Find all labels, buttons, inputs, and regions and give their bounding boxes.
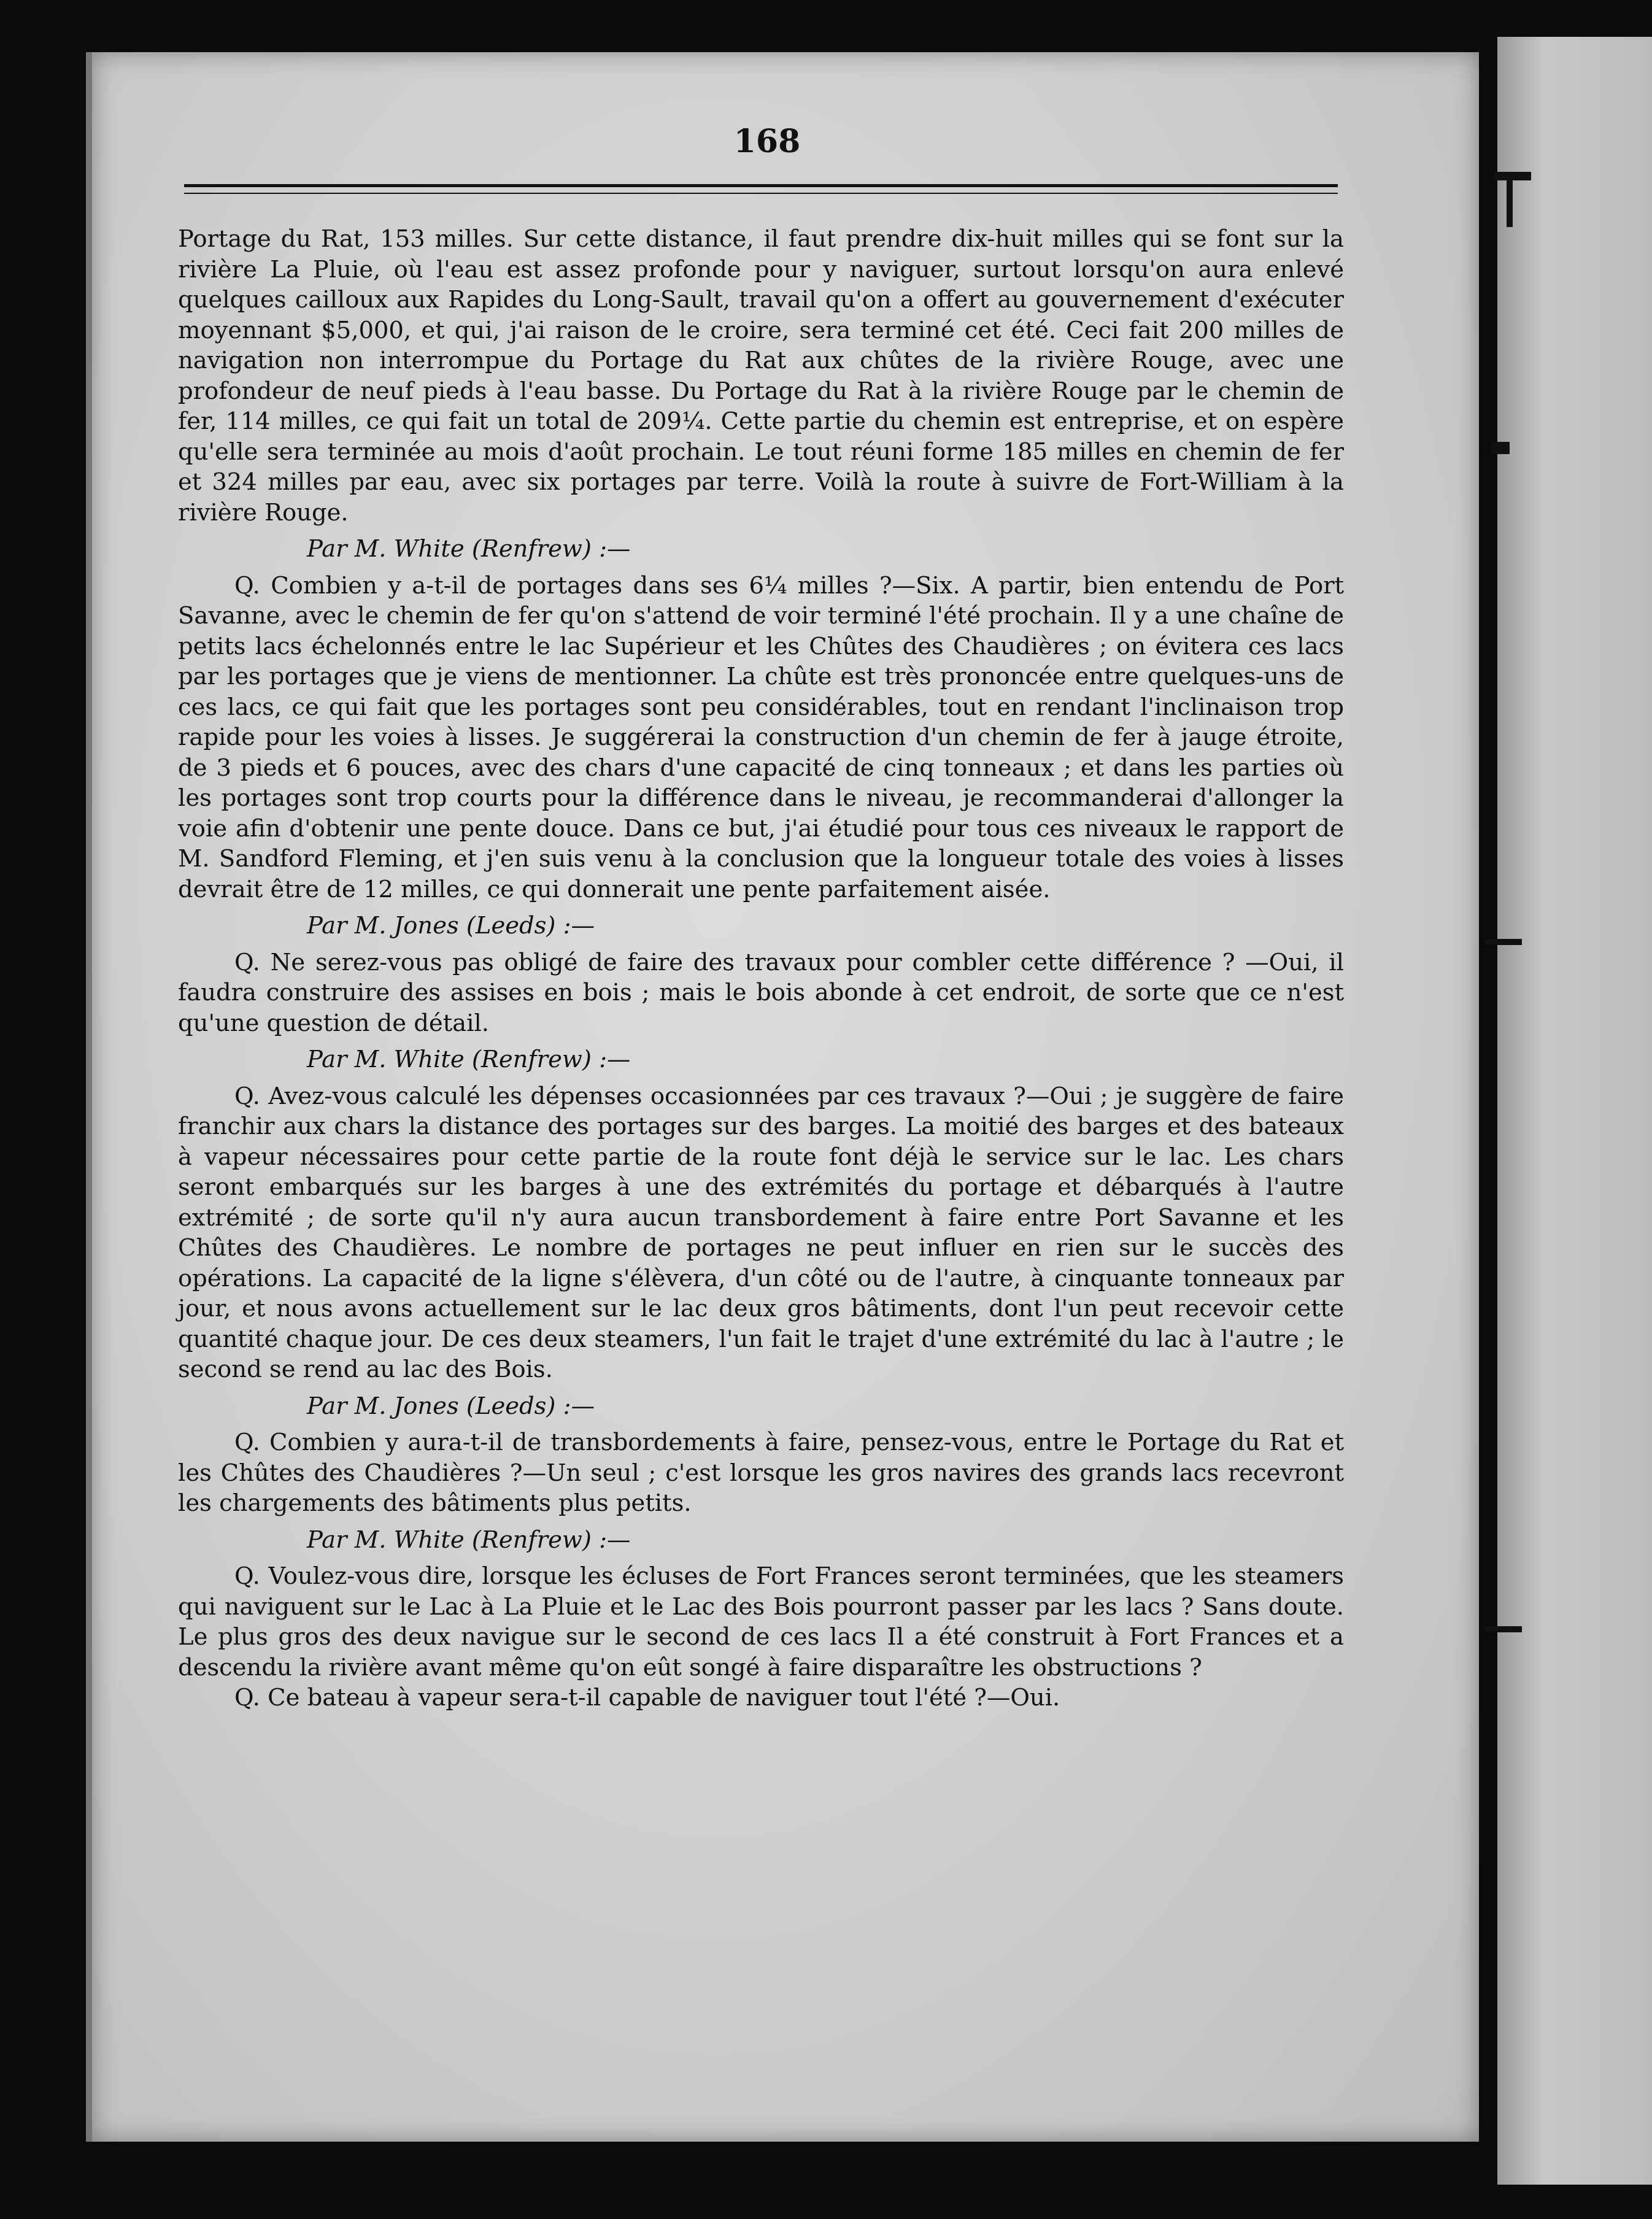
speaker-heading: Par M. White (Renfrew) :— (307, 1046, 631, 1073)
speaker-heading: Par M. Jones (Leeds) :— (307, 1392, 595, 1420)
margin-mark (1491, 442, 1510, 454)
margin-mark (1507, 178, 1513, 227)
paragraph: Q. Ne serez-vous pas obligé de faire des travaux pour combler cette différence ? —Oui, il faudra construire des assises en bois ; mais le bois abonde à cet endroit, de sorte que ce n'est qu'une question de détail. (178, 948, 1344, 1037)
paragraph: Q. Combien y a-t-il de portages dans ses 6¼ milles ?—Six. A partir, bien entendu de Port Savanne, avec le chemin de fer qu'on s'attend de voir terminé l'été prochain. Il y a une chaîne de petits lacs échelonnés entre le lac Supérieur et les Chûtes des Chaudières ; on évitera ces lacs par les portages que je viens de mentionner. La chûte est très prononcée entre quelques-uns de ces lacs, ce qui fait que les portages sont peu considérables, tout en rendant l'inclinaison trop rapide pour les voies à lisses. Je suggérerai la construction d'un chemin de fer à jauge étroite, de 3 pieds et 6 pouces, avec des chars d'une capacité de cinq tonneaux ; et dans les parties où les portages sont trop courts pour la différence dans le niveau, je recommanderai d'allonger la voie afin d'obtenir une pente douce. Dans ce but, j'ai étudié pour tous ces niveaux le rapport de M. Sandford Fleming, et j'en suis venu à la conclusion que la longueur totale des voies à lisses devrait être de 12 milles, ce qui donnerait une pente parfaitement aisée. (178, 571, 1344, 903)
page-left-edge (86, 52, 92, 2142)
speaker-heading: Par M. White (Renfrew) :— (307, 535, 631, 563)
paragraph: Q. Combien y aura-t-il de transbordements à faire, pensez-vous, entre le Portage du Rat et les Chûtes des Chaudières ?—Un seul ; c'est lorsque les gros navires des grands lacs recevront les chargements des bâtiments plus petits. (178, 1429, 1344, 1517)
paragraph: Q. Ce bateau à vapeur sera-t-il capable de naviguer tout l'été ?—Oui. (234, 1684, 1060, 1712)
header-rule-thin (184, 193, 1338, 194)
margin-mark (1494, 172, 1531, 180)
speaker-heading: Par M. White (Renfrew) :— (307, 1526, 631, 1554)
document-body (178, 224, 1344, 1713)
paragraph: Q. Avez-vous calculé les dépenses occasionnées par ces travaux ?—Oui ; je suggère de faire franchir aux chars la distance des portages sur des barges. La moitié des barges et des bateaux à vapeur nécessaires pour cette partie de la route font déjà le service sur le lac. Les chars seront embarqués sur les barges à une des extrémités du portage et débarqués à l'autre extrémité ; de sorte qu'il n'y aura aucun transbordement à faire entre Port Savanne et les Chûtes des Chaudières. Le nombre de portages ne peut influer en rien sur le succès des opérations. La capacité de la ligne s'élèvera, d'un côté ou de l'autre, à cinquante tonneaux par jour, et nous avons actuellement sur le lac deux gros bâtiments, dont l'un peut recevoir cette quantité chaque jour. De ces deux steamers, l'un fait le trajet d'une extrémité du lac à l'autre ; le second se rend au lac des Bois. (178, 1082, 1344, 1383)
paragraph: Portage du Rat, 153 milles. Sur cette distance, il faut prendre dix-huit milles qui se font sur la rivière La Pluie, où l'eau est assez profonde pour y naviguer, surtout lorsqu'on aura enlevé quelques cailloux aux Rapides du Long-Sault, travail qu'on a offert au gouvernement d'exécuter moyennant $5,000, et qui, j'ai raison de le croire, sera terminé cet été. Ceci fait 200 milles de navigation non interrompue du Portage du Rat aux chûtes de la rivière Rouge, avec une profondeur de neuf pieds à l'eau basse. Du Portage du Rat à la rivière Rouge par le chemin de fer, 114 milles, ce qui fait un total de 209¼. Cette partie du chemin est entreprise, et on espère qu'elle sera terminée au mois d'août prochain. Le tout réuni forme 185 milles en chemin de fer et 324 milles par eau, avec six portages par terre. Voilà la route à suivre de Fort-William à la rivière Rouge. (178, 225, 1344, 527)
adjacent-page-strip (1497, 37, 1652, 2185)
margin-mark (1485, 939, 1522, 945)
page-number: 168 (733, 123, 801, 160)
paragraph: Q. Voulez-vous dire, lorsque les écluses de Fort Frances seront terminées, que les steamers qui naviguent sur le Lac à La Pluie et le Lac des Bois pourront passer par les lacs ? Sans doute. Le plus gros des deux navigue sur le second de ces lacs Il a été construit à Fort Frances et a descendu la rivière avant même qu'on eût songé à faire disparaître les obstructions ? (178, 1562, 1344, 1681)
speaker-heading: Par M. Jones (Leeds) :— (307, 912, 595, 940)
margin-mark (1485, 1626, 1522, 1632)
header-rule-thick (184, 184, 1338, 187)
